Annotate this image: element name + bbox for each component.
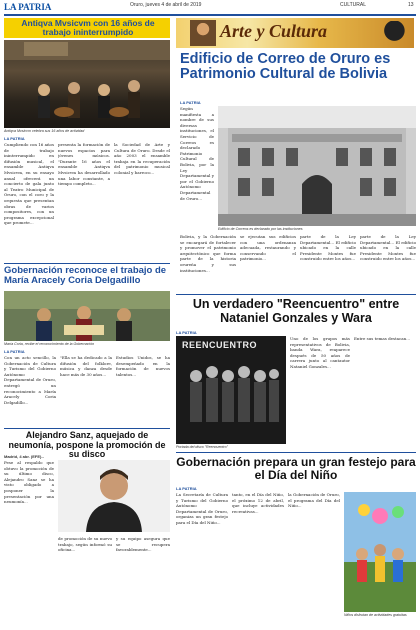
antiqva-title: Antiqva Mvsicvm con 16 años de trabajo ininterrumpido — [21, 18, 155, 37]
dia-nino-text-col1: La Secretaría de Cultura y Turismo del Gobierno Autónomo Departamental de Oruro, organiza un gran festejo para el Día del Niño... — [176, 492, 228, 525]
dancer-icon — [374, 21, 408, 45]
section-title: Arte y Cultura — [220, 21, 328, 41]
post-office-photo — [218, 106, 416, 226]
reencuentro-text-col2: Entre sus temas destacan... — [354, 336, 411, 341]
gobernacion-text-col3: Estudios Unidos, se ha desempeñado en la formación de nuevos talentos... — [116, 355, 170, 377]
main-text-col5: parte de la Ley Departamental... El edificio ubicado en la calle Presidente Montes fue construido entre los años... — [360, 234, 416, 262]
dia-nino-text-col2: tanto, en el Día del Niño, el próximo 12 de abril, que incluye actividades recreativas... — [232, 492, 284, 514]
sanz-rule — [4, 428, 170, 429]
dia-nino-rule — [176, 452, 416, 453]
gobernacion-caption: María Coria, recibe el reconocimiento de la Gobernación — [4, 342, 95, 346]
main-kicker: LA PATRIA — [180, 100, 201, 105]
main-caption: Edificio de Correos es declarado por las instituciones — [218, 227, 303, 231]
main-headline: Edificio de Correo de Oruro es Patrimonio Cultural de Bolivia — [180, 51, 391, 83]
reencuentro-text-col1: Uno de los grupos más representativos de Bolivia, banda Wara, reaparece después de 50 años de carrera junto al cantautor Nataniel Gonzales... — [290, 336, 350, 369]
sanz-text-col2: de promoción de su nuevo trabajo, según informó su oficina... — [58, 536, 112, 553]
portrait-illustration — [58, 460, 170, 532]
main-text-col2: Bolivia, y la Gobernación se encargará de fortalecer y promover el patrimonio arquitectónico que forma parte de la historia orureña y sus instituciones... — [180, 234, 236, 273]
section-label: CULTURAL — [340, 2, 367, 8]
antiqva-text-col1: Cumpliendo con 16 años de trabajo ininterrumpido en difusión musical, el ensamble Antiqva Mvsicvm, en su ensayo anual ofrecerá un concierto de gala junto al Teatro Municipal de Oruro, con el coro y la orquesta que presentan obras de varios compositores, con un programa excepcional que promete... — [4, 142, 54, 226]
reencuentro-headline: Un verdadero "Reencuentro" entre Nataniel Gonzales y Wara — [192, 297, 400, 325]
newspaper-logo: LA PATRIA — [4, 2, 52, 12]
ceremony-illustration — [4, 291, 170, 341]
gobernacion-photo — [4, 291, 170, 341]
children-illustration — [344, 492, 416, 612]
album-cover — [176, 336, 286, 444]
dia-nino-caption: Niños disfrutan de actividades gratuitas — [344, 613, 407, 617]
building-illustration — [218, 106, 416, 226]
album-title: REENCUENTRO — [182, 340, 258, 350]
painting-icon — [190, 20, 216, 46]
issue-date: Oruro, jueves 4 de abril de 2019 — [130, 2, 202, 8]
reencuentro-rule — [176, 294, 416, 295]
gobernacion-kicker: LA PATRIA — [4, 349, 25, 354]
main-text-col3: se ejecutan sus edificios con una ordenanza adecuada, restaurando y conservando el patrimonio... — [240, 234, 296, 262]
gobernacion-headline: Gobernación reconoce el trabajo de María Aracely Coria Delgadillo — [4, 265, 167, 286]
main-text-col4: parte de la Ley Departamental... El edificio ubicado en la calle Presidente Montes fue construido entre los años... — [300, 234, 356, 262]
header-divider — [4, 14, 416, 16]
sanz-text-col3: y su equipo asegura que se recupera favorablemente... — [116, 536, 170, 553]
dia-nino-photo — [344, 492, 416, 612]
sanz-headline: Alejandro Sanz, aquejado de neumonía, pospone la promoción de su disco — [8, 430, 166, 460]
gobernacion-rule — [4, 263, 170, 264]
sanz-text-col1: Pese al respaldo que obtuvo la promoción de su último disco, Alejandro Sanz se ha visto obligado a posponer la presentación por una neumonía... — [4, 460, 54, 505]
dia-nino-kicker: LA PATRIA — [176, 486, 197, 491]
section-banner — [176, 18, 414, 48]
sanz-photo — [58, 460, 170, 532]
gobernacion-text-col2: "Ella se ha dedicado a la difusión del folklore, música y danza desde hace más de 30 años... — [60, 355, 112, 377]
sanz-kicker: Madrid, 4 abr. (EFE).- — [4, 454, 44, 459]
gobernacion-text-col1: Con un acto sencillo, la Gobernación de Cultura y Turismo del Gobierno Autónomo Departamental de Oruro, entregó un reconocimiento a María Aracely Coria Delgadillo... — [4, 355, 56, 405]
orchestra-illustration — [4, 40, 170, 128]
antiqva-kicker: LA PATRIA — [4, 136, 25, 141]
antiqva-photo — [4, 40, 170, 128]
antiqva-title-bar — [4, 18, 170, 38]
dia-nino-text-col3: la Gobernación de Oruro, el programa del Día del Niño... — [288, 492, 340, 509]
antiqva-text-col2: presenta la formación de nuevos espacios para jóvenes músicos. "Durante 16 años el ensamble Antiqva Mvsicvm ha desarrollado una labor constante, a tiempo completo... — [58, 142, 110, 187]
antiqva-caption: Antiqva Mvsicvm celebra sus 16 años de actividad — [4, 129, 85, 133]
band-illustration — [176, 336, 286, 444]
dia-nino-headline: Gobernación prepara un gran festejo para el Día del Niño — [176, 455, 416, 482]
reencuentro-kicker: LA PATRIA — [176, 330, 197, 335]
reencuentro-caption: Portada del disco "Reencuentro" — [176, 445, 228, 449]
main-text-col1: Según manifiesta a nombre de sus diversas instituciones, el Servicio de Correos es declarado Patrimonio Cultural de Bolivia, por la Ley Departamental y por el Gobierno Autónomo Departamental de Oruro... — [180, 106, 214, 201]
antiqva-text-col3: la Sociedad de Arte y Cultura de Oruro. Desde el año 2003 el ensamble trabaja en la recuperación del patrimonio musical colonial y barroco... — [114, 142, 170, 175]
page-number: 13 — [408, 2, 414, 8]
